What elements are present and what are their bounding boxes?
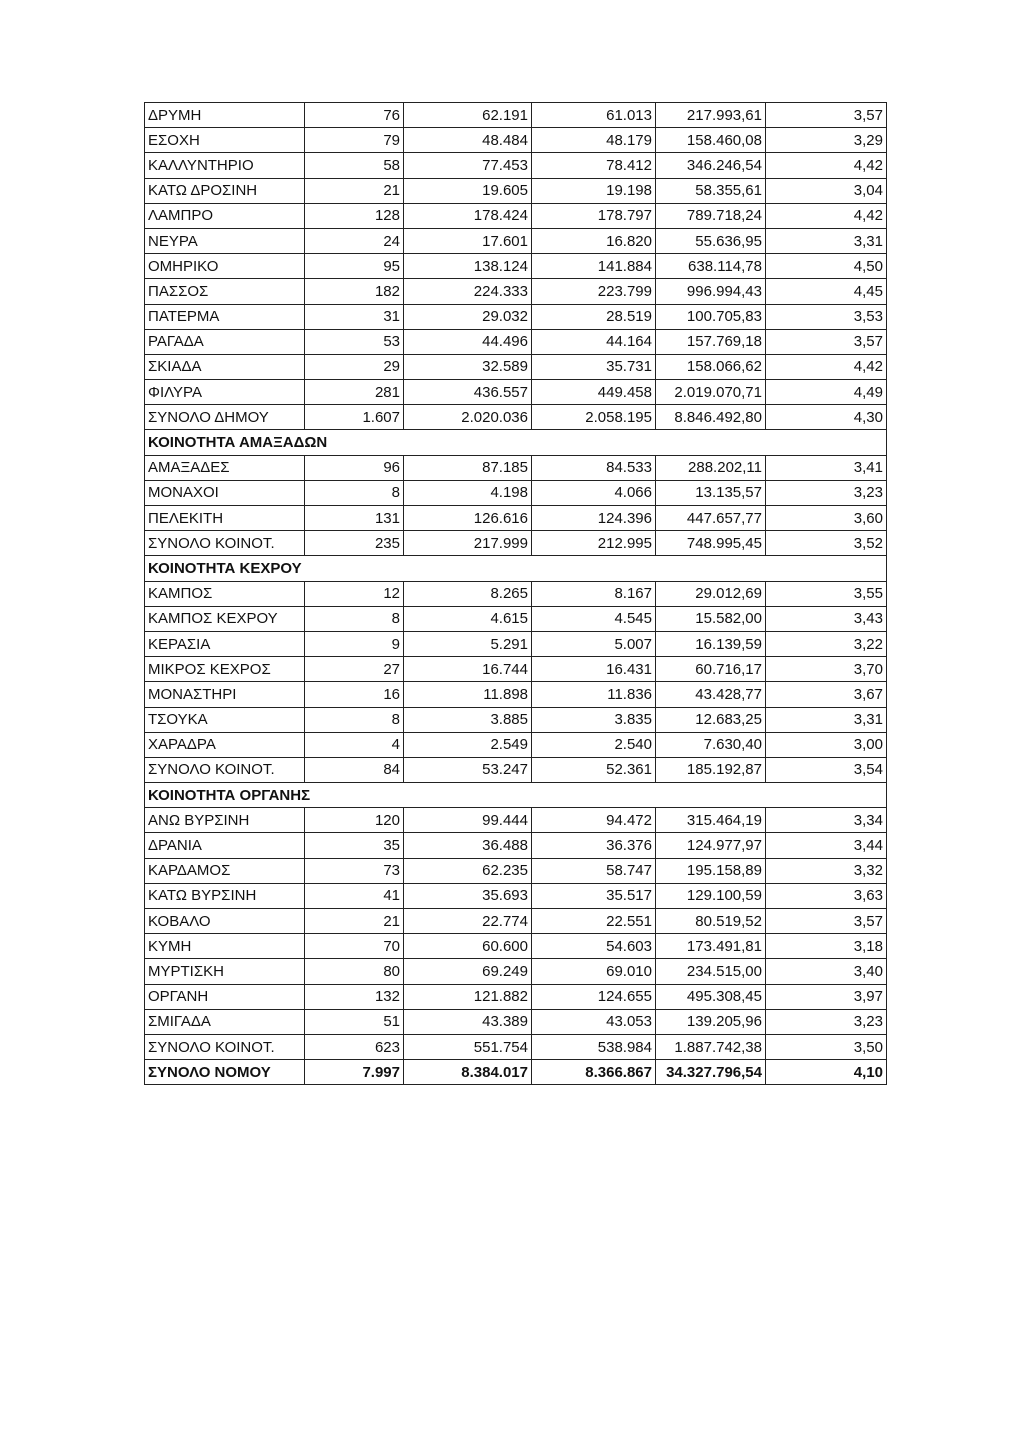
col-5-cell: 447.657,77 xyxy=(656,506,766,531)
col-5-cell: 80.519,52 xyxy=(656,909,766,934)
col-3-cell: 99.444 xyxy=(404,808,532,833)
col-6-cell: 3,22 xyxy=(766,631,887,656)
col-3-cell: 48.484 xyxy=(404,128,532,153)
col-4-cell: 36.376 xyxy=(532,833,656,858)
col-4-cell: 19.198 xyxy=(532,178,656,203)
col-4-cell: 538.984 xyxy=(532,1034,656,1059)
col-4-cell: 2.058.195 xyxy=(532,405,656,430)
col-4-cell: 124.396 xyxy=(532,506,656,531)
locality-name-cell: ΡΑΓΑΔΑ xyxy=(145,329,305,354)
locality-name-cell: ΚΥΜΗ xyxy=(145,934,305,959)
col-3-cell: 43.389 xyxy=(404,1009,532,1034)
col-5-cell: 157.769,18 xyxy=(656,329,766,354)
col-2-cell: 76 xyxy=(305,103,404,128)
grand-total-row xyxy=(145,1060,887,1085)
table-row xyxy=(145,581,887,606)
table-row xyxy=(145,128,887,153)
table-row xyxy=(145,304,887,329)
col-2-cell: 21 xyxy=(305,909,404,934)
table-row xyxy=(145,405,887,430)
col-2-cell: 12 xyxy=(305,581,404,606)
col-5-cell: 124.977,97 xyxy=(656,833,766,858)
col-5-cell: 16.139,59 xyxy=(656,631,766,656)
table-row xyxy=(145,707,887,732)
table-row xyxy=(145,984,887,1009)
col-5-cell: 158.460,08 xyxy=(656,128,766,153)
col-6-cell: 3,04 xyxy=(766,178,887,203)
col-3-cell: 77.453 xyxy=(404,153,532,178)
col-4-cell: 3.835 xyxy=(532,707,656,732)
table-row xyxy=(145,858,887,883)
col-2-cell: 24 xyxy=(305,228,404,253)
locality-name-cell: ΟΜΗΡΙΚΟ xyxy=(145,254,305,279)
col-6-cell: 3,55 xyxy=(766,581,887,606)
col-2-cell: 1.607 xyxy=(305,405,404,430)
col-5-cell: 100.705,83 xyxy=(656,304,766,329)
table-row xyxy=(145,808,887,833)
col-6-cell: 3,52 xyxy=(766,531,887,556)
col-3-cell: 224.333 xyxy=(404,279,532,304)
col-4-cell: 61.013 xyxy=(532,103,656,128)
section-header-row xyxy=(145,783,887,808)
col-2-cell: 95 xyxy=(305,254,404,279)
locality-name-cell: ΣΥΝΟΛΟ ΔΗΜΟΥ xyxy=(145,405,305,430)
locality-name-cell: ΑΝΩ ΒΥΡΣΙΝΗ xyxy=(145,808,305,833)
locality-name-cell: ΠΕΛΕΚΙΤΗ xyxy=(145,506,305,531)
col-3-cell: 19.605 xyxy=(404,178,532,203)
locality-name-cell: ΣΜΙΓΑΔΑ xyxy=(145,1009,305,1034)
col-2-cell: 35 xyxy=(305,833,404,858)
col-3-cell: 62.191 xyxy=(404,103,532,128)
col-6-cell: 3,67 xyxy=(766,682,887,707)
col-5-cell: 346.246,54 xyxy=(656,153,766,178)
col-2-cell: 73 xyxy=(305,858,404,883)
col-2-cell: 29 xyxy=(305,354,404,379)
table-body xyxy=(145,103,887,1085)
col-5-cell: 173.491,81 xyxy=(656,934,766,959)
col-5-cell: 288.202,11 xyxy=(656,455,766,480)
col-3-cell: 217.999 xyxy=(404,531,532,556)
table-row xyxy=(145,833,887,858)
col-4-cell: 11.836 xyxy=(532,682,656,707)
col-6-cell: 3,18 xyxy=(766,934,887,959)
col-6-cell: 4,30 xyxy=(766,405,887,430)
col-4-cell: 4.545 xyxy=(532,606,656,631)
section-header-row xyxy=(145,556,887,581)
col-3-cell: 62.235 xyxy=(404,858,532,883)
col-5-cell: 55.636,95 xyxy=(656,228,766,253)
col-6-cell: 3,23 xyxy=(766,480,887,505)
col-2-cell: 8 xyxy=(305,707,404,732)
col-4-cell: 5.007 xyxy=(532,631,656,656)
locality-name-cell: ΝΕΥΡΑ xyxy=(145,228,305,253)
locality-name-cell: ΑΜΑΞΑΔΕΣ xyxy=(145,455,305,480)
table-row xyxy=(145,1034,887,1059)
locality-name-cell: ΜΟΝΑΧΟΙ xyxy=(145,480,305,505)
col-4-cell: 8.167 xyxy=(532,581,656,606)
col-4-cell: 16.431 xyxy=(532,657,656,682)
col-6-cell: 3,29 xyxy=(766,128,887,153)
col-6-cell: 4,42 xyxy=(766,153,887,178)
locality-name-cell: ΜΥΡΤΙΣΚΗ xyxy=(145,959,305,984)
col-4-cell: 84.533 xyxy=(532,455,656,480)
col-3-cell: 126.616 xyxy=(404,506,532,531)
col-6-cell: 3,31 xyxy=(766,707,887,732)
col-5-cell: 43.428,77 xyxy=(656,682,766,707)
col-4-cell: 43.053 xyxy=(532,1009,656,1034)
locality-name-cell: ΚΑΛΛΥΝΤΗΡΙΟ xyxy=(145,153,305,178)
col-4-cell: 54.603 xyxy=(532,934,656,959)
col-4-cell: 212.995 xyxy=(532,531,656,556)
col-2-cell: 70 xyxy=(305,934,404,959)
col-5-cell: 12.683,25 xyxy=(656,707,766,732)
col-3-cell: 178.424 xyxy=(404,203,532,228)
locality-name-cell: ΠΑΣΣΟΣ xyxy=(145,279,305,304)
col-2-cell: 7.997 xyxy=(305,1060,404,1085)
table-row xyxy=(145,934,887,959)
locality-name-cell: ΔΡΥΜΗ xyxy=(145,103,305,128)
col-6-cell: 4,42 xyxy=(766,203,887,228)
col-3-cell: 35.693 xyxy=(404,883,532,908)
col-6-cell: 3,97 xyxy=(766,984,887,1009)
locality-name-cell: ΚΑΤΩ ΒΥΡΣΙΝΗ xyxy=(145,883,305,908)
col-4-cell: 124.655 xyxy=(532,984,656,1009)
col-2-cell: 8 xyxy=(305,480,404,505)
col-5-cell: 8.846.492,80 xyxy=(656,405,766,430)
col-3-cell: 16.744 xyxy=(404,657,532,682)
col-3-cell: 32.589 xyxy=(404,354,532,379)
locality-name-cell: ΛΑΜΠΡΟ xyxy=(145,203,305,228)
locality-name-cell: ΜΙΚΡΟΣ ΚΕΧΡΟΣ xyxy=(145,657,305,682)
table-row xyxy=(145,506,887,531)
col-4-cell: 2.540 xyxy=(532,732,656,757)
col-2-cell: 16 xyxy=(305,682,404,707)
table-row xyxy=(145,531,887,556)
col-2-cell: 623 xyxy=(305,1034,404,1059)
locality-name-cell: ΚΟΒΑΛΟ xyxy=(145,909,305,934)
locality-name-cell: ΚΑΜΠΟΣ xyxy=(145,581,305,606)
col-6-cell: 3,41 xyxy=(766,455,887,480)
col-3-cell: 17.601 xyxy=(404,228,532,253)
col-6-cell: 3,50 xyxy=(766,1034,887,1059)
locality-name-cell: ΚΑΡΔΑΜΟΣ xyxy=(145,858,305,883)
table-row xyxy=(145,757,887,782)
table-row xyxy=(145,480,887,505)
col-6-cell: 3,54 xyxy=(766,757,887,782)
col-2-cell: 79 xyxy=(305,128,404,153)
col-3-cell: 44.496 xyxy=(404,329,532,354)
col-3-cell: 2.020.036 xyxy=(404,405,532,430)
col-2-cell: 132 xyxy=(305,984,404,1009)
table-row xyxy=(145,909,887,934)
table-row xyxy=(145,682,887,707)
section-header: ΚΟΙΝΟΤΗΤΑ ΚΕΧΡΟΥ xyxy=(145,556,887,581)
col-3-cell: 29.032 xyxy=(404,304,532,329)
col-6-cell: 3,40 xyxy=(766,959,887,984)
table-row xyxy=(145,455,887,480)
locality-name-cell: ΚΑΤΩ ΔΡΟΣΙΝΗ xyxy=(145,178,305,203)
col-3-cell: 8.265 xyxy=(404,581,532,606)
col-2-cell: 27 xyxy=(305,657,404,682)
col-3-cell: 138.124 xyxy=(404,254,532,279)
col-2-cell: 84 xyxy=(305,757,404,782)
col-4-cell: 178.797 xyxy=(532,203,656,228)
locality-name-cell: ΧΑΡΑΔΡΑ xyxy=(145,732,305,757)
locality-name-cell: ΦΙΛΥΡΑ xyxy=(145,380,305,405)
col-4-cell: 35.517 xyxy=(532,883,656,908)
col-6-cell: 4,10 xyxy=(766,1060,887,1085)
table-row xyxy=(145,228,887,253)
col-6-cell: 4,45 xyxy=(766,279,887,304)
col-2-cell: 53 xyxy=(305,329,404,354)
locality-name-cell: ΣΚΙΑΔΑ xyxy=(145,354,305,379)
col-3-cell: 551.754 xyxy=(404,1034,532,1059)
col-6-cell: 3,63 xyxy=(766,883,887,908)
col-2-cell: 8 xyxy=(305,606,404,631)
col-6-cell: 3,57 xyxy=(766,103,887,128)
col-6-cell: 3,57 xyxy=(766,909,887,934)
col-4-cell: 16.820 xyxy=(532,228,656,253)
col-4-cell: 141.884 xyxy=(532,254,656,279)
col-6-cell: 3,31 xyxy=(766,228,887,253)
col-2-cell: 51 xyxy=(305,1009,404,1034)
col-3-cell: 36.488 xyxy=(404,833,532,858)
col-4-cell: 449.458 xyxy=(532,380,656,405)
col-5-cell: 129.100,59 xyxy=(656,883,766,908)
locality-name-cell: ΣΥΝΟΛΟ ΚΟΙΝΟΤ. xyxy=(145,531,305,556)
col-3-cell: 87.185 xyxy=(404,455,532,480)
col-6-cell: 4,50 xyxy=(766,254,887,279)
col-6-cell: 3,53 xyxy=(766,304,887,329)
locality-name-cell: ΜΟΝΑΣΤΗΡΙ xyxy=(145,682,305,707)
col-5-cell: 789.718,24 xyxy=(656,203,766,228)
locality-name-cell: ΚΕΡΑΣΙΑ xyxy=(145,631,305,656)
col-6-cell: 3,60 xyxy=(766,506,887,531)
table-row xyxy=(145,631,887,656)
col-2-cell: 131 xyxy=(305,506,404,531)
col-6-cell: 3,34 xyxy=(766,808,887,833)
locality-name-cell: ΚΑΜΠΟΣ ΚΕΧΡΟΥ xyxy=(145,606,305,631)
table-row xyxy=(145,380,887,405)
table-row xyxy=(145,354,887,379)
col-4-cell: 8.366.867 xyxy=(532,1060,656,1085)
table-row xyxy=(145,1009,887,1034)
table-row xyxy=(145,883,887,908)
col-3-cell: 8.384.017 xyxy=(404,1060,532,1085)
col-5-cell: 638.114,78 xyxy=(656,254,766,279)
col-3-cell: 3.885 xyxy=(404,707,532,732)
col-6-cell: 3,23 xyxy=(766,1009,887,1034)
col-3-cell: 60.600 xyxy=(404,934,532,959)
col-4-cell: 48.179 xyxy=(532,128,656,153)
col-4-cell: 58.747 xyxy=(532,858,656,883)
col-5-cell: 13.135,57 xyxy=(656,480,766,505)
col-6-cell: 3,70 xyxy=(766,657,887,682)
table-row xyxy=(145,959,887,984)
col-2-cell: 4 xyxy=(305,732,404,757)
col-4-cell: 35.731 xyxy=(532,354,656,379)
col-2-cell: 96 xyxy=(305,455,404,480)
statistics-table xyxy=(144,102,887,1085)
col-2-cell: 9 xyxy=(305,631,404,656)
col-4-cell: 4.066 xyxy=(532,480,656,505)
locality-name-cell: ΤΣΟΥΚΑ xyxy=(145,707,305,732)
col-4-cell: 22.551 xyxy=(532,909,656,934)
col-6-cell: 4,49 xyxy=(766,380,887,405)
locality-name-cell: ΠΑΤΕΡΜΑ xyxy=(145,304,305,329)
col-5-cell: 34.327.796,54 xyxy=(656,1060,766,1085)
table-row xyxy=(145,153,887,178)
section-header: ΚΟΙΝΟΤΗΤΑ ΑΜΑΞΑΔΩΝ xyxy=(145,430,887,455)
locality-name-cell: ΟΡΓΑΝΗ xyxy=(145,984,305,1009)
col-5-cell: 217.993,61 xyxy=(656,103,766,128)
col-5-cell: 29.012,69 xyxy=(656,581,766,606)
col-4-cell: 44.164 xyxy=(532,329,656,354)
col-3-cell: 4.615 xyxy=(404,606,532,631)
col-5-cell: 315.464,19 xyxy=(656,808,766,833)
col-6-cell: 3,00 xyxy=(766,732,887,757)
col-6-cell: 4,42 xyxy=(766,354,887,379)
col-5-cell: 185.192,87 xyxy=(656,757,766,782)
col-5-cell: 195.158,89 xyxy=(656,858,766,883)
col-2-cell: 41 xyxy=(305,883,404,908)
table-row xyxy=(145,254,887,279)
col-5-cell: 234.515,00 xyxy=(656,959,766,984)
col-3-cell: 22.774 xyxy=(404,909,532,934)
col-3-cell: 4.198 xyxy=(404,480,532,505)
col-5-cell: 15.582,00 xyxy=(656,606,766,631)
table-row xyxy=(145,606,887,631)
col-2-cell: 120 xyxy=(305,808,404,833)
col-3-cell: 69.249 xyxy=(404,959,532,984)
col-4-cell: 69.010 xyxy=(532,959,656,984)
col-5-cell: 2.019.070,71 xyxy=(656,380,766,405)
col-3-cell: 436.557 xyxy=(404,380,532,405)
col-4-cell: 94.472 xyxy=(532,808,656,833)
table-row xyxy=(145,203,887,228)
col-3-cell: 53.247 xyxy=(404,757,532,782)
locality-name-cell: ΣΥΝΟΛΟ ΚΟΙΝΟΤ. xyxy=(145,1034,305,1059)
col-6-cell: 3,57 xyxy=(766,329,887,354)
col-3-cell: 11.898 xyxy=(404,682,532,707)
locality-name-cell: ΣΥΝΟΛΟ ΚΟΙΝΟΤ. xyxy=(145,757,305,782)
col-4-cell: 223.799 xyxy=(532,279,656,304)
col-2-cell: 21 xyxy=(305,178,404,203)
table-row xyxy=(145,178,887,203)
col-4-cell: 78.412 xyxy=(532,153,656,178)
col-4-cell: 28.519 xyxy=(532,304,656,329)
col-2-cell: 80 xyxy=(305,959,404,984)
col-5-cell: 748.995,45 xyxy=(656,531,766,556)
col-5-cell: 7.630,40 xyxy=(656,732,766,757)
locality-name-cell: ΣΥΝΟΛΟ ΝΟΜΟΥ xyxy=(145,1060,305,1085)
col-2-cell: 281 xyxy=(305,380,404,405)
col-2-cell: 182 xyxy=(305,279,404,304)
table-row xyxy=(145,279,887,304)
col-2-cell: 235 xyxy=(305,531,404,556)
locality-name-cell: ΔΡΑΝΙΑ xyxy=(145,833,305,858)
col-5-cell: 158.066,62 xyxy=(656,354,766,379)
col-5-cell: 58.355,61 xyxy=(656,178,766,203)
col-5-cell: 139.205,96 xyxy=(656,1009,766,1034)
table-row xyxy=(145,732,887,757)
col-5-cell: 996.994,43 xyxy=(656,279,766,304)
col-3-cell: 5.291 xyxy=(404,631,532,656)
col-2-cell: 58 xyxy=(305,153,404,178)
col-3-cell: 2.549 xyxy=(404,732,532,757)
table-row xyxy=(145,657,887,682)
locality-name-cell: ΕΣΟΧΗ xyxy=(145,128,305,153)
section-header: ΚΟΙΝΟΤΗΤΑ ΟΡΓΑΝΗΣ xyxy=(145,783,887,808)
col-2-cell: 31 xyxy=(305,304,404,329)
col-6-cell: 3,43 xyxy=(766,606,887,631)
col-5-cell: 495.308,45 xyxy=(656,984,766,1009)
section-header-row xyxy=(145,430,887,455)
col-5-cell: 60.716,17 xyxy=(656,657,766,682)
col-6-cell: 3,44 xyxy=(766,833,887,858)
col-3-cell: 121.882 xyxy=(404,984,532,1009)
table-row xyxy=(145,329,887,354)
col-2-cell: 128 xyxy=(305,203,404,228)
table-row xyxy=(145,103,887,128)
col-4-cell: 52.361 xyxy=(532,757,656,782)
col-6-cell: 3,32 xyxy=(766,858,887,883)
col-5-cell: 1.887.742,38 xyxy=(656,1034,766,1059)
